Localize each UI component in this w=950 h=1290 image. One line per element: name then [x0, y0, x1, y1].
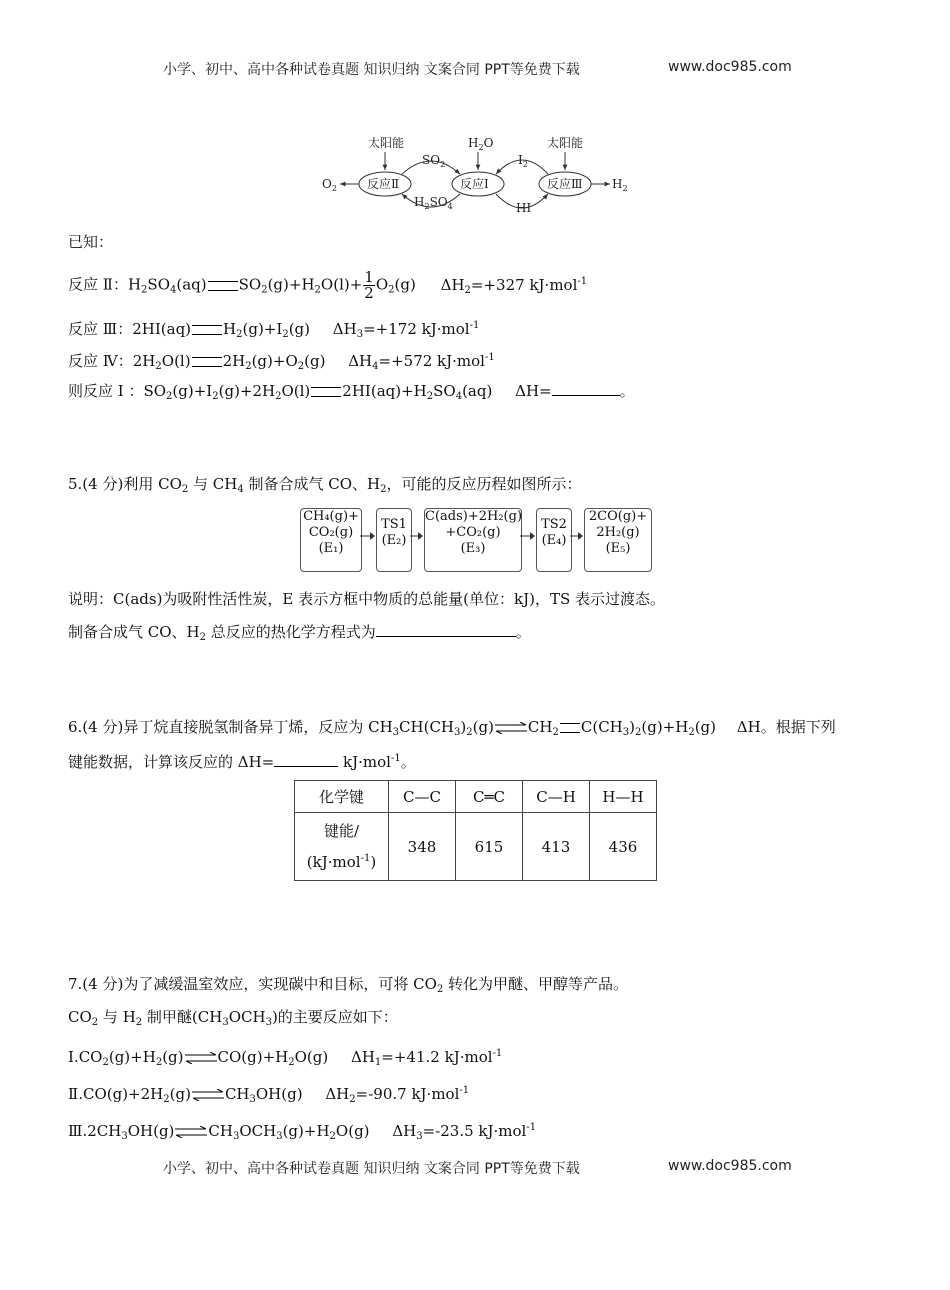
answer-blank-r1[interactable]: [552, 381, 620, 396]
table-row: [295, 813, 657, 881]
pathway-box-4: TS2 (E₄): [536, 508, 572, 572]
answer-blank-q5[interactable]: [376, 622, 516, 637]
table-header-cell: C—C: [389, 781, 456, 813]
pathway-arrow-4: [570, 530, 584, 542]
node-reaction-2-label: 反应Ⅱ: [367, 177, 400, 191]
pathway-arrow-3: [520, 530, 536, 542]
table-header-row: [295, 781, 657, 813]
h2so4-label: $H_2SO_4$: [414, 195, 453, 211]
water-label: $H_2O$: [468, 136, 494, 152]
answer-blank-q6[interactable]: [274, 752, 338, 767]
table-row-label: 键能/ (kJ·mol$^{-1}$): [295, 813, 389, 881]
sun-right-label: 太阳能: [547, 136, 584, 150]
reaction-1-question: 则反应 Ⅰ ：$SO_2(g)+I_2(g)+2H_2O(l)$ $2HI(aq)+H_2SO_4(aq)$ ΔH= 。: [68, 382, 635, 402]
pathway-box-1: CH₄(g)+ CO₂(g) (E₁): [300, 508, 362, 572]
sun-left-label: 太阳能: [368, 136, 405, 150]
reaction-cycle-diagram: [318, 130, 638, 218]
q6-stem-line1: 6.(4 分)异丁烷直接脱氢制备异丁烯，反应为 $CH_3CH(CH_3)_2(g)$ $CH_2$ $C(CH_3)_2(g)+H_2(g)$ ΔH。根据下列: [68, 718, 836, 738]
q7-reaction-3: $Ⅲ.2CH_3OH(g)$ $CH_3OCH_3(g)+H_2O(g)$ $\Delta H_3=-23.5$ kJ·mol$^{-1}$: [68, 1122, 537, 1142]
header-link[interactable]: www.doc985.com: [668, 59, 792, 75]
bond-energy-table: [294, 780, 657, 881]
o2-label: $O_2$: [322, 177, 337, 193]
pathway-arrow-2: [410, 530, 424, 542]
pathway-box-2: TS1 (E₂): [376, 508, 412, 572]
table-header-cell: C═C: [456, 781, 523, 813]
q5-stem: 5.(4 分)利用 $CO_2$ 与 $CH_4$ 制备合成气 CO、$H_2$，可能的反应历程如图所示：: [68, 475, 582, 495]
half-fraction: $\frac{1}{2}$: [364, 268, 374, 302]
pathway-box-5: 2CO(g)+ 2H₂(g) (E₅): [584, 508, 652, 572]
equilibrium-arrow: [174, 1126, 208, 1138]
equilibrium-arrow: [191, 1089, 225, 1101]
table-cell: 348: [389, 813, 456, 881]
table-cell: 436: [590, 813, 657, 881]
reaction-4-equation: 反应 Ⅳ：$2H_2O(l)$ $2H_2(g)+O_2(g)$ $\Delta H_4=+572$ kJ·mol$^{-1}$: [68, 352, 495, 372]
pathway-box-3: C(ads)+2H₂(g) +CO₂(g) (E₃): [424, 508, 522, 572]
footer-text: 小学、初中、高中各种试卷真题 知识归纳 文案合同 PPT等免费下载: [163, 1161, 580, 1177]
q5-ask: 制备合成气 CO、$H_2$ 总反应的热化学方程式为 。: [68, 623, 531, 643]
q7-reaction-2: $Ⅱ.CO(g)+2H_2(g)$ $CH_3OH(g)$ $\Delta H_2=-90.7$ kJ·mol$^{-1}$: [68, 1085, 470, 1105]
footer-link[interactable]: www.doc985.com: [668, 1158, 792, 1174]
table-header-cell: C—H: [523, 781, 590, 813]
q7-stem-line2: $CO_2$ 与 $H_2$ 制甲醚$(CH_3OCH_3)$的主要反应如下：: [68, 1008, 398, 1028]
table-cell: 413: [523, 813, 590, 881]
reaction-2-equation: 反应 Ⅱ：$H_2SO_4(aq)$ $SO_2(g)+H_2O(l)+$ $\frac{1}{2}$ $O_2(g)$ $\Delta H_2=+327$ kJ·mol$^{-1}$: [68, 268, 588, 302]
equals-sign: [208, 281, 238, 291]
q7-stem-line1: 7.(4 分)为了减缓温室效应，实现碳中和目标，可将 $CO_2$ 转化为甲醚、甲醇等产品。: [68, 975, 629, 995]
header-text: 小学、初中、高中各种试卷真题 知识归纳 文案合同 PPT等免费下载: [163, 62, 580, 78]
reaction-3-equation: 反应 Ⅲ：2HI(aq) $H_2(g)+I_2(g)$ $\Delta H_3=+172$ kJ·mol$^{-1}$: [68, 320, 480, 340]
h2-label: $H_2$: [612, 177, 628, 193]
hi-label: HI: [516, 201, 532, 215]
known-label: 已知：: [68, 233, 114, 251]
equilibrium-arrow: [184, 1052, 218, 1064]
table-cell: 615: [456, 813, 523, 881]
q7-reaction-1: $Ⅰ.CO_2(g)+H_2(g)$ $CO(g)+H_2O(g)$ $\Delta H_1=+41.2$ kJ·mol$^{-1}$: [68, 1048, 503, 1068]
node-reaction-1-label: 反应Ⅰ: [460, 177, 489, 191]
q5-note: 说明：C(ads)为吸附性活性炭，E 表示方框中物质的总能量(单位：kJ)，TS 表示过渡态。: [68, 590, 666, 608]
pathway-arrow-1: [360, 530, 376, 542]
i2-label: $I_2$: [518, 153, 528, 169]
table-header-cell: H—H: [590, 781, 657, 813]
table-header-cell: 化学键: [295, 781, 389, 813]
q6-stem-line2: 键能数据，计算该反应的 ΔH= kJ·mol$^{-1}$。: [68, 753, 416, 771]
so2-label: $SO_2$: [422, 153, 446, 169]
node-reaction-3-label: 反应Ⅲ: [547, 177, 583, 191]
equilibrium-arrow: [494, 722, 528, 734]
